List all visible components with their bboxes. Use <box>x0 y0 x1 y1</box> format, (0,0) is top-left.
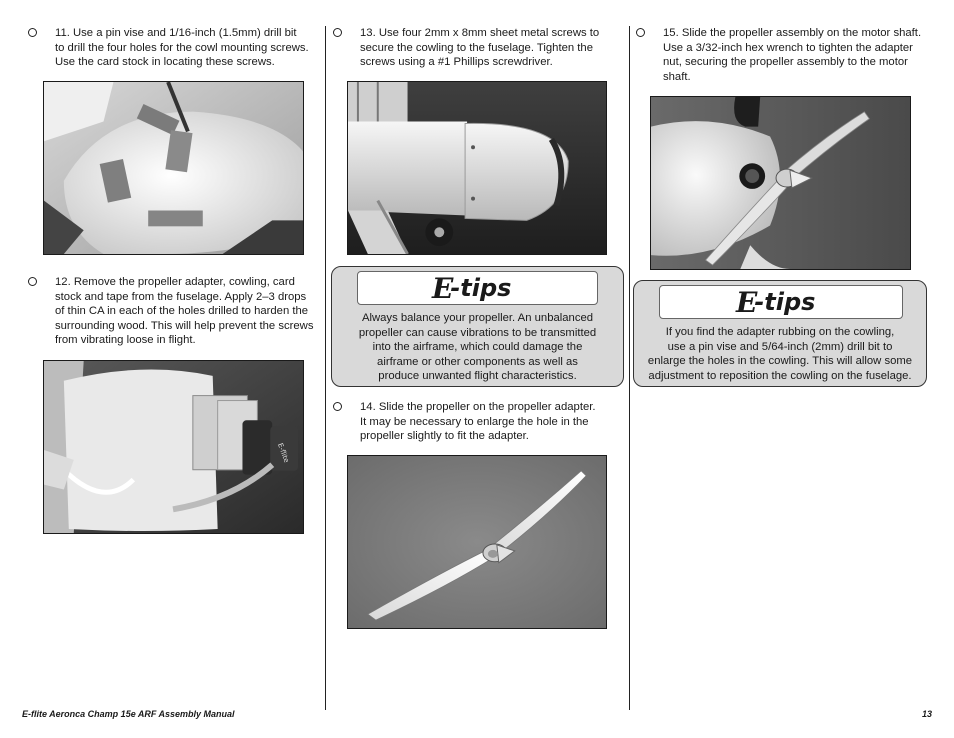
step-13-line: screws using a #1 Phillips screwdriver. <box>360 56 553 69</box>
step-15-line: 15. Slide the propeller assembly on the motor shaft. <box>663 27 922 39</box>
step-11-line: 11. Use a pin vise and 1/16-inch (1.5mm) drill bit <box>55 27 297 39</box>
step-11-line: to drill the four holes for the cowl mounting screws. <box>55 41 309 54</box>
step-15-line: Use a 3/32-inch hex wrench to tighten the adapter <box>663 41 913 54</box>
step-12-line: from vibrating loose in flight. <box>55 334 196 347</box>
step-13 <box>333 26 625 72</box>
tip-line: airframe or other components as well as <box>377 355 578 368</box>
step-15-line: nut, securing the propeller assembly to the motor <box>663 56 908 69</box>
step-14 <box>333 400 625 446</box>
step-15-text <box>663 26 921 84</box>
tip-line: produce unwanted flight characteristics. <box>378 370 577 383</box>
photo-step-11 <box>43 81 304 255</box>
checkbox-circle-icon[interactable] <box>333 402 342 411</box>
etips-banner <box>357 271 598 305</box>
step-12-text <box>55 275 314 348</box>
etips-banner <box>659 285 903 319</box>
column-divider-right <box>629 26 630 710</box>
tip-line: enlarge the holes in the cowling. This will allow some <box>647 355 913 368</box>
checkbox-circle-icon[interactable] <box>333 28 342 37</box>
step-14-line: propeller slightly to fit the adapter. <box>360 430 529 443</box>
checkbox-circle-icon[interactable] <box>636 28 645 37</box>
step-12-line: stock and tape from the fuselage. Apply 2–3 drops <box>55 290 307 303</box>
photo-step-13 <box>347 81 607 255</box>
step-12-line: 12. Remove the propeller adapter, cowling, card <box>55 276 295 288</box>
etips-text-2 <box>638 325 922 383</box>
etips-logo-e: E <box>736 285 757 319</box>
step-15 <box>636 26 928 86</box>
step-13-text <box>360 26 599 70</box>
step-12-line: surrounding wood. This will help prevent the screws <box>55 319 314 332</box>
tip-line: propeller can cause vibrations to be transmitted <box>358 326 597 339</box>
column-divider-left <box>325 26 326 710</box>
checkbox-circle-icon[interactable] <box>28 277 37 286</box>
etips-logo-text: -tips <box>450 274 512 302</box>
manual-title: E-flite Aeronca Champ 15e ARF Assembly Manual <box>22 709 235 719</box>
tip-line: use a pin vise and 5/64-inch (2mm) drill bit to <box>667 340 893 353</box>
page-number: 13 <box>921 709 932 719</box>
tip-line: into the airframe, which could damage the <box>372 341 583 354</box>
tip-line: adjustment to reposition the cowling on the fuselage. <box>648 369 912 382</box>
step-13-line: 13. Use four 2mm x 8mm sheet metal screws to <box>360 27 600 39</box>
etips-box-1 <box>331 266 624 387</box>
tip-line: If you find the adapter rubbing on the cowling, <box>665 326 895 338</box>
checkbox-circle-icon[interactable] <box>28 28 37 37</box>
step-11-line: Use the card stock in locating these screws. <box>55 56 275 69</box>
step-15-line: shaft. <box>663 70 691 83</box>
step-11-text <box>55 26 309 70</box>
etips-logo <box>432 272 511 304</box>
etips-logo <box>736 286 815 318</box>
etips-box-2 <box>633 280 927 387</box>
etips-logo-e: E <box>432 271 453 305</box>
step-13-line: secure the cowling to the fuselage. Tighten the <box>360 41 593 54</box>
step-14-line: It may be necessary to enlarge the hole in the <box>360 415 589 428</box>
step-14-text <box>360 400 596 444</box>
photo-step-15 <box>650 96 911 270</box>
step-12 <box>28 275 323 349</box>
photo-step-12 <box>43 360 304 534</box>
photo-step-14 <box>347 455 607 629</box>
step-12-line: of thin CA in each of the holes drilled to harden the <box>55 305 309 318</box>
motor-label: E-flite <box>276 442 291 464</box>
etips-logo-text: -tips <box>754 288 816 316</box>
tip-line: Always balance your propeller. An unbalanced <box>361 312 594 324</box>
step-14-line: 14. Slide the propeller on the propeller adapter. <box>360 401 596 413</box>
step-11 <box>28 26 323 72</box>
etips-text-1 <box>338 311 617 384</box>
